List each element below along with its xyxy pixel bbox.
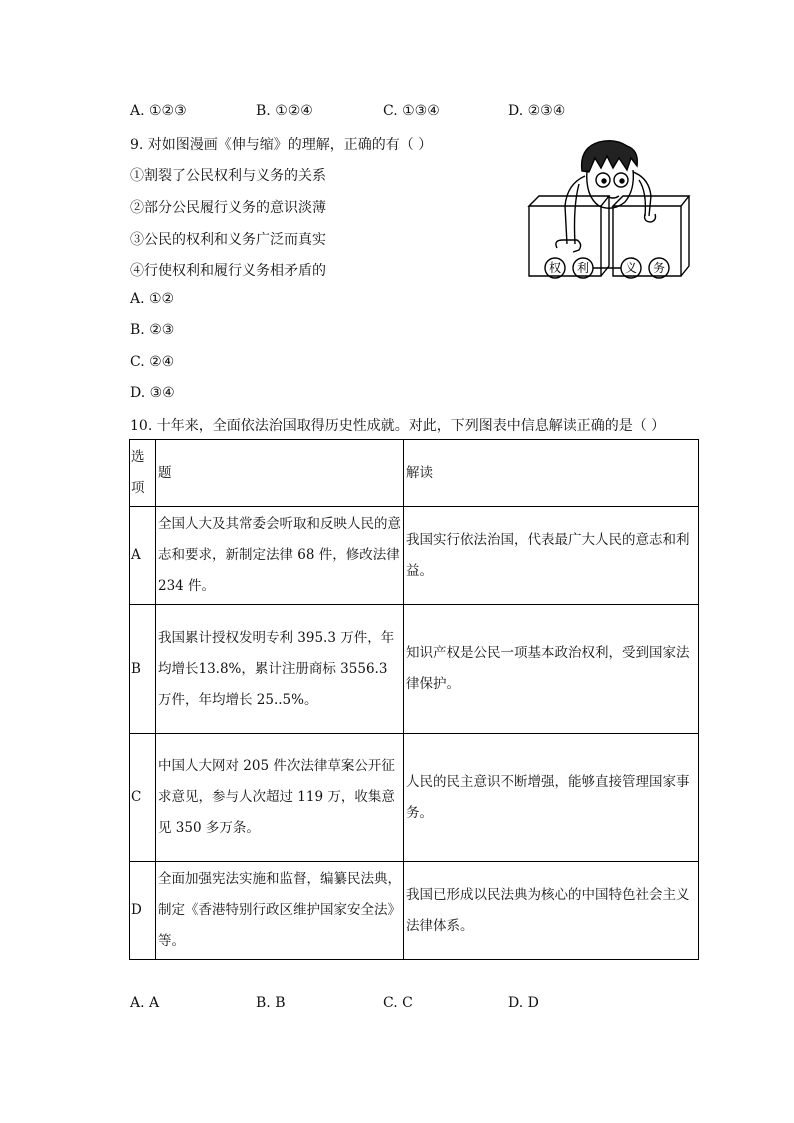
table-row <box>130 734 699 862</box>
q8-option-d[interactable]: D. ②③④ <box>508 103 566 119</box>
row-option: A <box>130 507 156 605</box>
q10-table <box>129 439 699 960</box>
table-header-reading: 解读 <box>404 440 699 507</box>
row-option: D <box>130 862 156 960</box>
row-content: 中国人大网对 205 件次法律草案公开征求意见，参与人次超过 119 万，收集意见 350 多万条。 <box>156 734 404 862</box>
table-header-content: 题 <box>156 440 404 507</box>
q9-statement-2: ②部分公民履行义务的意识淡薄 <box>130 200 326 216</box>
cartoon-label-yi: 义 <box>624 261 638 275</box>
q8-option-c[interactable]: C. ①③④ <box>383 103 440 119</box>
row-content: 全面加强宪法实施和监督，编纂民法典，制定《香港特别行政区维护国家安全法》等。 <box>156 862 404 960</box>
cartoon-label-wu: 务 <box>652 261 666 275</box>
q9-option-a[interactable]: A. ①② <box>130 291 175 307</box>
row-option: B <box>130 605 156 734</box>
q10-option-c[interactable]: C. C <box>383 995 413 1011</box>
table-row <box>130 507 699 605</box>
q9-statement-1: ①割裂了公民权利与义务的关系 <box>130 168 326 184</box>
cartoon-illustration <box>527 136 692 286</box>
q9-statement-4: ④行使权利和履行义务相矛盾的 <box>130 263 326 279</box>
q9-option-d[interactable]: D. ③④ <box>130 385 175 401</box>
row-content: 全国人大及其常委会听取和反映人民的意志和要求，新制定法律 68 件，修改法律 234 件。 <box>156 507 404 605</box>
q9-statement-3: ③公民的权利和义务广泛而真实 <box>130 232 326 248</box>
cartoon-label-li: 利 <box>576 261 590 275</box>
row-reading: 人民的民主意识不断增强，能够直接管理国家事务。 <box>404 734 699 862</box>
q10-option-d[interactable]: D. D <box>508 995 539 1011</box>
q9-stem: 9. 对如图漫画《伸与缩》的理解，正确的有（ ） <box>130 137 433 153</box>
table-header-option: 选项 <box>130 440 156 507</box>
row-option: C <box>130 734 156 862</box>
q9-option-b[interactable]: B. ②③ <box>130 322 175 338</box>
q10-stem: 10. 十年来，全面依法治国取得历史性成就。对此，下列图表中信息解读正确的是（ ） <box>130 418 666 434</box>
q10-option-b[interactable]: B. B <box>256 995 286 1011</box>
q9-option-c[interactable]: C. ②④ <box>130 354 175 370</box>
row-reading: 知识产权是公民一项基本政治权利，受到国家法律保护。 <box>404 605 699 734</box>
table-row <box>130 862 699 960</box>
cartoon-label-quan: 权 <box>548 261 562 275</box>
q8-option-a[interactable]: A. ①②③ <box>130 103 187 119</box>
q10-option-a[interactable]: A. A <box>130 995 160 1011</box>
table-header-row <box>130 440 699 507</box>
row-reading: 我国实行依法治国，代表最广大人民的意志和利益。 <box>404 507 699 605</box>
table-row <box>130 605 699 734</box>
row-content: 我国累计授权发明专利 395.3 万件，年均增长13.8%，累计注册商标 3556.3 万件，年均增长 25..5%。 <box>156 605 404 734</box>
q8-option-b[interactable]: B. ①②④ <box>256 103 313 119</box>
row-reading: 我国已形成以民法典为核心的中国特色社会主义法律体系。 <box>404 862 699 960</box>
